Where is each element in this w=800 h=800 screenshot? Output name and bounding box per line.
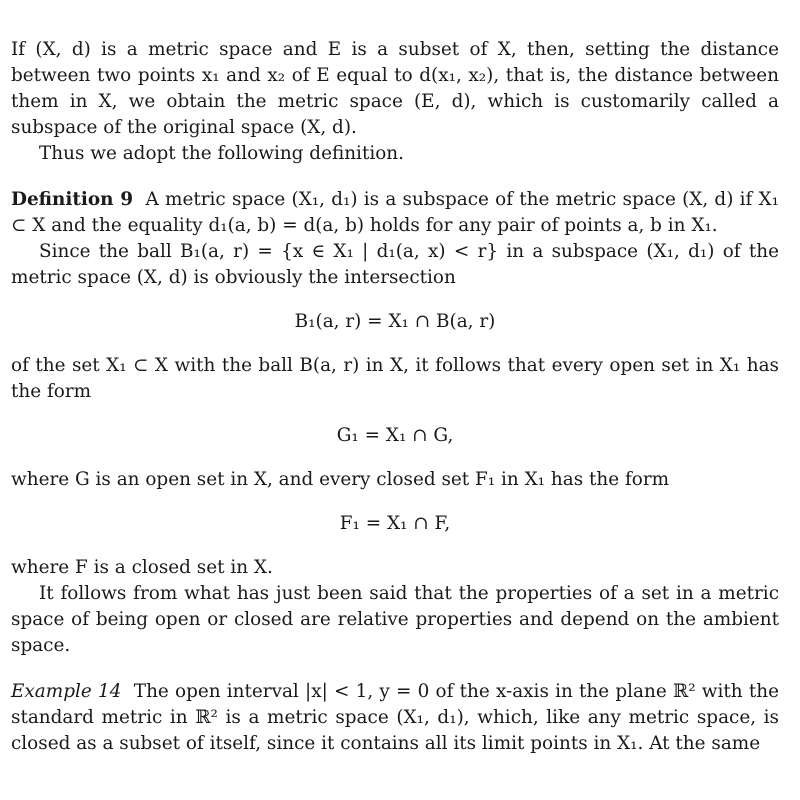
page-body	[11, 37, 779, 757]
paragraph-closed-set-note: where F is a closed set in X.	[11, 557, 273, 578]
example-14	[11, 679, 779, 757]
paragraph-ball-intersection: Since the ball B₁(a, r) = {x ∈ X₁ | d₁(a, x) < r} in a subspace (X₁, d₁) of the metric space (X, d) is obviously the intersection	[11, 241, 779, 288]
paragraph-subspace-intro: If (X, d) is a metric space and E is a subset of X, then, setting the distance between two points x₁ and x₂ of E equal to d(x₁, x₂), that is, the distance between them in X, we obtain the metric space (E, d), which is customarily called a subspace of the original space (X, d).	[11, 39, 779, 138]
example-14-text: The open interval |x| < 1, y = 0 of the x-axis in the plane ℝ² with the standard metric in ℝ² is a metric space (X₁, d₁), which, like any metric space, is closed as a subset of itself, since it contains all its limit points in X₁. At the same	[11, 681, 779, 754]
paragraph-relative-properties: It follows from what has just been said that the properties of a set in a metric space of being open or closed are relative properties and depend on the ambient space.	[11, 583, 779, 656]
equation-closed-set: F₁ = X₁ ∩ F,	[339, 513, 451, 534]
equation-ball: B₁(a, r) = X₁ ∩ B(a, r)	[294, 311, 496, 332]
definition-9-text: A metric space (X₁, d₁) is a subspace of the metric space (X, d) if X₁ ⊂ X and the equality d₁(a, b) = d(a, b) holds for any pair of points a, b in X₁.	[11, 189, 779, 236]
example-14-label: Example 14	[11, 681, 122, 702]
paragraph-closed-set-form: where G is an open set in X, and every closed set F₁ in X₁ has the form	[11, 469, 670, 490]
paragraph-open-set-form: of the set X₁ ⊂ X with the ball B(a, r) in X, it follows that every open set in X₁ has the form	[11, 355, 779, 402]
definition-9-label: Definition 9	[11, 189, 134, 210]
equation-open-set: G₁ = X₁ ∩ G,	[336, 425, 454, 446]
paragraph-adopt-definition: Thus we adopt the following definition.	[39, 143, 404, 164]
definition-9	[11, 187, 779, 239]
